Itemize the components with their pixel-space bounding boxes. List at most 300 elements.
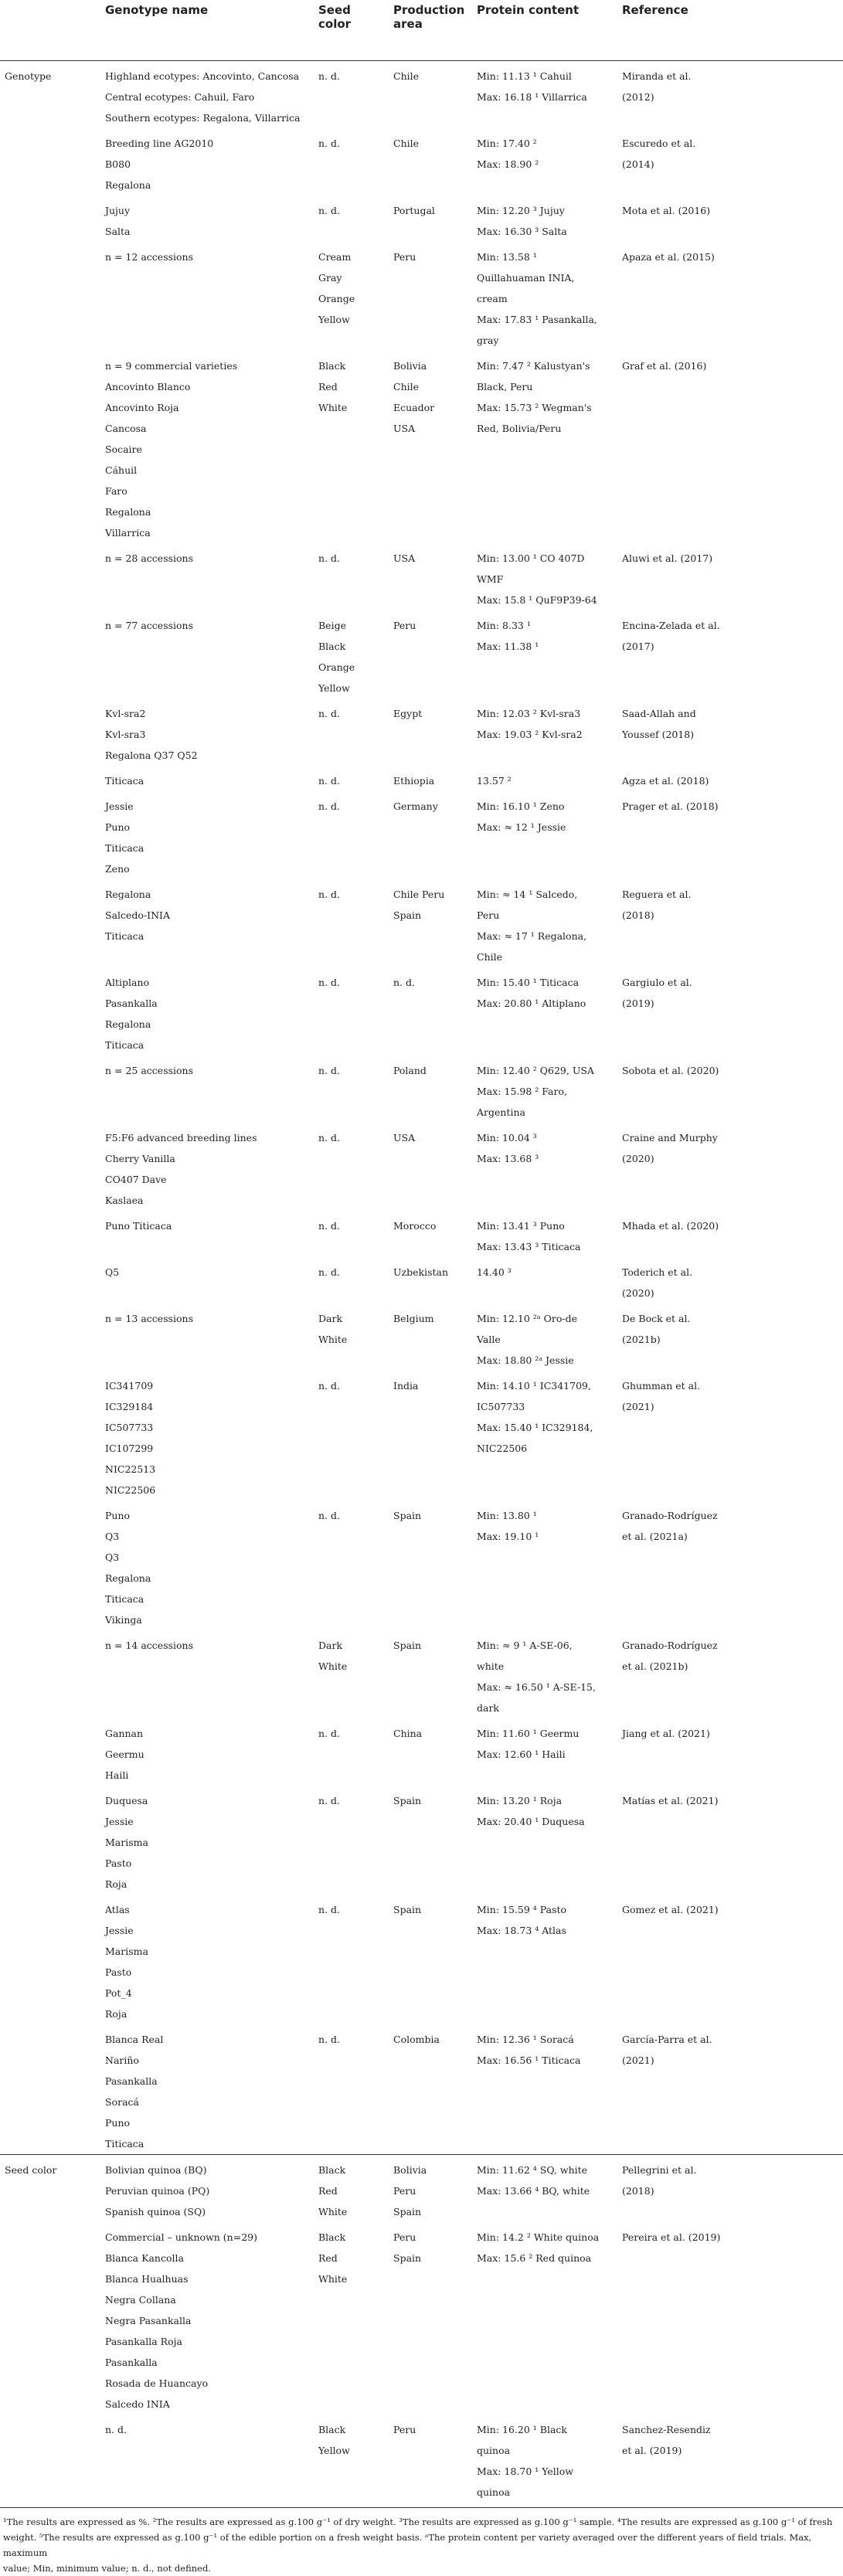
cell-line: Max: 15.6 ² Red quinoa [477,2252,592,2264]
genotype-name-cell [100,1718,314,1786]
table-row [0,1371,843,1500]
footnote-line: value; Min, minimum value; n. d., not defined. [3,2563,211,2574]
cell-line: Regalona [105,889,151,900]
reference-cell[interactable] [617,1123,843,1211]
table-row [0,1718,843,1786]
cell-line: Orange [318,293,355,304]
genotype-name-cell [100,1257,314,1303]
seed-color-cell [314,1500,389,1630]
cell-line: n. d. [318,138,340,149]
reference-link-text[interactable]: Aluwi et al. (2017) [622,552,713,564]
cell-line: Puno Titicaca [105,1220,172,1232]
section-label-cell [0,1123,100,1211]
cell-line: Pasankalla Roja [105,2336,182,2347]
cell-line: Highland ecotypes: Ancovinto, Cancosa [105,70,300,82]
genotype-name-cell [100,1371,314,1500]
cell-line: Max: 15.8 ¹ QuF9P39-64 [477,594,597,606]
cell-line: n = 25 accessions [105,1065,194,1076]
reference-link-text[interactable]: Toderich et al. [622,1266,693,1278]
cell-line: Max: 18.80 ²ᵃ Jessie [477,1354,574,1366]
section-label-cell [0,1895,100,2024]
cell-line: Regalona [105,1572,151,1584]
section-label-cell [0,1257,100,1303]
production-area-cell [389,2024,472,2155]
table-row [0,1786,843,1895]
reference-link-text[interactable]: Sanchez-Resendiz [622,2424,711,2435]
seed-color-cell [314,2024,389,2155]
cell-line: Spanish quinoa (SQ) [105,2206,206,2217]
cell-line: Spain [393,909,422,921]
cell-line: n. d. [318,1904,340,1915]
cell-line: Egypt [393,708,423,719]
cell-line: Poland [393,1065,427,1076]
cell-line: Ecuador [393,402,435,413]
genotype-name-cell [100,766,314,791]
reference-cell[interactable] [617,1257,843,1303]
genotype-name-cell [100,2155,314,2223]
cell-line: Villarrica [105,527,151,539]
header-protein-content: Protein content [472,0,617,61]
table-row [0,1630,843,1718]
reference-cell[interactable] [617,610,843,698]
cell-line: Negra Pasankalla [105,2315,192,2326]
seed-color-cell [314,1718,389,1786]
reference-cell[interactable] [617,1211,843,1257]
reference-cell[interactable] [617,1718,843,1786]
cell-line: Haili [105,1769,129,1781]
reference-link-text[interactable]: Mhada et al. (2020) [622,1220,719,1232]
production-area-cell [389,879,472,967]
section-label-cell [0,1211,100,1257]
reference-link-text[interactable]: (2021) [622,1401,654,1412]
cell-line: Min: 13.80 ¹ [477,1510,537,1521]
cell-line: Colombia [393,2034,440,2045]
reference-link-text[interactable]: García-Parra et al. [622,2034,712,2045]
cell-line: Q3 [105,1551,120,1563]
protein-content-cell [472,1211,617,1257]
cell-line: Marisma [105,1837,148,1848]
reference-link-text[interactable]: Pellegrini et al. [622,2164,697,2176]
reference-link-text[interactable]: Ghumman et al. [622,1380,701,1392]
table-row [0,1303,843,1371]
reference-link-text[interactable]: (2019) [622,997,654,1009]
reference-link-text[interactable]: Encina-Zelada et al. [622,620,720,631]
cell-line: Chile [393,138,420,149]
reference-cell[interactable] [617,2222,843,2415]
cell-line: Max: 15.98 ² Faro, [477,1086,567,1097]
cell-line: Spain [393,2252,422,2264]
cell-line: Black [318,2424,346,2435]
cell-line: n = 13 accessions [105,1313,194,1324]
cell-line: Max: 13.66 ⁴ BQ, white [477,2185,590,2197]
cell-line: n. d. [318,70,340,82]
cell-line: Pot_4 [105,1987,132,1999]
cell-line: Min: 12.40 ² Q629, USA [477,1065,594,1076]
protein-content-cell [472,791,617,879]
cell-line: Chile [393,70,420,82]
reference-link-text[interactable]: Gomez et al. (2021) [622,1904,719,1915]
cell-line: Dark [318,1313,343,1324]
cell-line: n. d. [318,977,340,988]
reference-cell[interactable] [617,879,843,967]
protein-content-cell [472,1371,617,1500]
cell-line: Kaslaea [105,1195,144,1206]
protein-content-cell [472,1895,617,2024]
cell-line: Max: 16.18 ¹ Villarrica [477,91,587,103]
section-label-cell [0,351,100,543]
reference-link-text[interactable]: et al. (2019) [622,2445,682,2456]
cell-line: Germany [393,800,438,812]
table-row [0,1055,843,1123]
production-area-cell [389,2222,472,2415]
production-area-cell [389,1895,472,2024]
cell-line: Max: 11.38 ¹ [477,641,539,652]
cell-line: Salcedo-INIA [105,909,171,921]
protein-content-cell [472,61,617,129]
section-label-cell [0,543,100,610]
reference-cell[interactable] [617,1630,843,1718]
genotype-name-cell [100,242,314,351]
table-row [0,1500,843,1630]
cell-line: Kvl-sra3 [105,729,146,740]
cell-line: n. d. [105,2424,127,2435]
table-row [0,242,843,351]
cell-line: Yellow [318,2445,350,2456]
cell-line: Titicaca [105,1039,144,1051]
reference-link-text[interactable]: (2020) [622,1153,654,1164]
cell-line: dark [477,1702,500,1714]
table-row [0,1123,843,1211]
reference-link-text[interactable]: (2012) [622,91,654,103]
reference-link-text[interactable]: Gargiulo et al. [622,977,692,988]
cell-line: Min: 14.10 ¹ IC341709, [477,1380,591,1392]
cell-line: Vikinga [105,1614,142,1626]
cell-line: Puno [105,821,131,833]
protein-content-cell [472,2415,617,2508]
reference-link-text[interactable]: (2014) [622,158,654,170]
reference-link-text[interactable]: (2021) [622,2054,654,2066]
seed-color-cell [314,1303,389,1371]
production-area-cell [389,1500,472,1630]
section-label-cell [0,195,100,242]
production-area-cell [389,61,472,129]
seed-color-cell [314,351,389,543]
cell-line: Regalona Q37 Q52 [105,749,198,761]
protein-content-cell [472,1630,617,1718]
cell-line: n = 14 accessions [105,1640,194,1651]
genotype-name-cell [100,610,314,698]
cell-line: Cancosa [105,423,147,434]
protein-content-cell [472,1055,617,1123]
reference-link-text[interactable]: Pereira et al. (2019) [622,2231,721,2243]
cell-line: WMF [477,573,504,585]
cell-line: Min: 7.47 ² Kalustyan's [477,360,590,372]
cell-line: White [318,2206,348,2217]
seed-color-cell [314,2415,389,2508]
cell-line: IC107299 [105,1443,154,1454]
protein-content-cell [472,1786,617,1895]
cell-line: Duquesa [105,1795,148,1806]
section-label-cell [0,1630,100,1718]
section-label-cell [0,2024,100,2155]
cell-line: n. d. [318,800,340,812]
protein-content-cell [472,967,617,1055]
genotype-name-cell [100,698,314,766]
cell-line: Max: 18.70 ¹ Yellow [477,2466,574,2477]
seed-color-cell [314,1895,389,2024]
reference-cell[interactable] [617,543,843,610]
cell-line: Bolivia [393,2164,427,2176]
cell-line: Pasto [105,1857,132,1869]
cell-line: Bolivia [393,360,427,372]
table-row [0,2155,843,2223]
cell-line: Altiplano [105,977,150,988]
cell-line: Max: ≈ 16.50 ¹ A-SE-15, [477,1681,596,1693]
table-row [0,61,843,129]
reference-link-text[interactable]: Sobota et al. (2020) [622,1065,719,1076]
reference-link-text[interactable]: et al. (2021a) [622,1531,688,1542]
table-row [0,2024,843,2155]
reference-link-text[interactable]: Matías et al. (2021) [622,1795,719,1806]
cell-line: USA [393,423,416,434]
reference-cell[interactable] [617,766,843,791]
cell-line: Spain [393,1904,422,1915]
cell-line: Min: 12.20 ³ Jujuy [477,205,565,216]
genotype-name-cell [100,1500,314,1630]
table-row [0,879,843,967]
reference-cell[interactable] [617,351,843,543]
seed-color-cell [314,543,389,610]
reference-link-text[interactable]: Agza et al. (2018) [622,775,709,787]
cell-line: Max: 19.03 ² Kvl-sra2 [477,729,583,740]
cell-line: n = 77 accessions [105,620,194,631]
reference-cell[interactable] [617,1895,843,2024]
cell-line: F5:F6 advanced breeding lines [105,1132,257,1144]
cell-line: n = 9 commercial varieties [105,360,238,372]
table-row [0,128,843,195]
cell-line: Yellow [318,314,350,325]
reference-cell[interactable] [617,2155,843,2223]
protein-content-cell [472,698,617,766]
seed-color-cell [314,1257,389,1303]
cell-line: Roja [105,2008,127,2020]
reference-cell[interactable] [617,791,843,879]
reference-cell[interactable] [617,1303,843,1371]
genotype-name-cell [100,2415,314,2508]
reference-cell[interactable] [617,1371,843,1500]
cell-line: Titicaca [105,1593,144,1605]
genotype-name-cell [100,1786,314,1895]
genotype-name-cell [100,2024,314,2155]
cell-line: White [318,2273,348,2285]
reference-link-text[interactable]: Jiang et al. (2021) [622,1728,710,1739]
cell-line: Dark [318,1640,343,1651]
cell-line: Black [318,360,346,372]
section-label-cell [0,1500,100,1630]
cell-line: Max: 15.40 ¹ IC329184, [477,1422,593,1433]
reference-link-text[interactable]: Mota et al. (2016) [622,205,711,216]
cell-line: Breeding line AG2010 [105,138,214,149]
cell-line: Max: ≈ 12 ¹ Jessie [477,821,566,833]
cell-line: n. d. [318,1510,340,1521]
table-row [0,351,843,543]
protein-content-cell [472,195,617,242]
reference-link-text[interactable]: (2017) [622,641,654,652]
protein-content-cell [472,610,617,698]
reference-link-text[interactable]: Craine and Murphy [622,1132,718,1144]
section-label-cell [0,610,100,698]
reference-link-text[interactable]: Apaza et al. (2015) [622,251,715,263]
protein-content-cell [472,2155,617,2223]
cell-line: Negra Collana [105,2294,176,2306]
reference-link-text[interactable]: (2018) [622,909,654,921]
cell-line: Max: 16.56 ¹ Titicaca [477,2054,581,2066]
cell-line: White [318,402,348,413]
table-row [0,610,843,698]
reference-cell[interactable] [617,195,843,242]
cell-line: Red, Bolivia/Peru [477,423,562,434]
cell-line: Blanca Real [105,2034,164,2045]
table-row [0,791,843,879]
seed-color-cell [314,1786,389,1895]
cell-line: Portugal [393,205,435,216]
cell-line: n. d. [318,205,340,216]
reference-link-text[interactable]: Graf et al. (2016) [622,360,707,372]
section-label-cell: Seed color [0,2155,100,2223]
cell-line: Min: ≈ 14 ¹ Salcedo, [477,889,578,900]
table-row [0,2222,843,2415]
section-label-cell [0,791,100,879]
reference-cell[interactable] [617,61,843,129]
cell-line: n = 28 accessions [105,552,194,564]
genotype-name-cell [100,967,314,1055]
cell-line: Min: 13.58 ¹ [477,251,537,263]
genotype-name-cell [100,61,314,129]
reference-cell[interactable] [617,2415,843,2508]
reference-link-text[interactable]: et al. (2021b) [622,1660,688,1672]
production-area-cell [389,698,472,766]
cell-line: Min: 12.36 ¹ Soracá [477,2034,574,2045]
table-body [0,61,843,2508]
cell-line: Salta [105,226,131,237]
genotype-name-cell [100,1895,314,2024]
reference-cell[interactable] [617,1500,843,1630]
section-label-cell [0,242,100,351]
section-label-cell [0,967,100,1055]
cell-line: Peru [393,620,416,631]
cell-line: Soracá [105,2096,139,2108]
section-label-cell [0,128,100,195]
cell-line: CO407 Dave [105,1174,167,1185]
cell-line: n = 12 accessions [105,251,194,263]
reference-link-text[interactable]: (2020) [622,1287,654,1299]
cell-line: Titicaca [105,930,144,942]
section-label-cell [0,1718,100,1786]
cell-line: Quillahuaman INIA, [477,272,575,284]
reference-link-text[interactable]: Reguera et al. [622,889,692,900]
section-label-cell [0,698,100,766]
section-label-cell: Genotype [5,70,52,82]
section-label-cell [0,1303,100,1371]
production-area-cell [389,1371,472,1500]
reference-cell[interactable] [617,1786,843,1895]
reference-link-text[interactable]: Prager et al. (2018) [622,800,719,812]
footnote-line: ¹The results are expressed as %. ²The results are expressed as g.100 g⁻¹ of dry weight. ³The results are expressed as g.100 g⁻¹ sample. ⁴The results are expressed as g.100 g⁻¹ of fresh [3,2517,833,2527]
cell-line: India [393,1380,419,1392]
cell-line: Min: 13.00 ¹ CO 407D [477,552,585,564]
seed-color-cell [314,1123,389,1211]
cell-line: Spain [393,1510,422,1521]
reference-cell[interactable] [617,128,843,195]
reference-link-text[interactable]: Miranda et al. [622,70,692,82]
cell-line: Salcedo INIA [105,2398,170,2410]
protein-content-cell [472,2222,617,2415]
cell-line: Max: 20.40 ¹ Duquesa [477,1816,585,1827]
reference-link-text[interactable]: Saad-Allah and [622,708,696,719]
reference-cell[interactable] [617,698,843,766]
cell-line: Morocco [393,1220,437,1232]
reference-link-text[interactable]: De Bock et al. [622,1313,691,1324]
cell-line: Max: 16.30 ³ Salta [477,226,567,237]
cell-line: Commercial – unknown (n=29) [105,2231,257,2243]
genotype-name-cell [100,2222,314,2415]
cell-line: n. d. [318,708,340,719]
genotype-name-cell [100,1055,314,1123]
production-area-cell [389,195,472,242]
production-area-cell [389,1055,472,1123]
cell-line: Spain [393,1795,422,1806]
cell-line: Regalona [105,506,151,518]
protein-content-cell [472,242,617,351]
cell-line: Black, Peru [477,381,533,393]
reference-cell[interactable] [617,2024,843,2155]
production-area-cell [389,1303,472,1371]
cell-line: Jessie [105,1925,134,1936]
production-area-cell [389,1123,472,1211]
cell-line: n. d. [318,1728,340,1739]
cell-line: n. d. [318,2034,340,2045]
cell-line: n. d. [318,552,340,564]
section-label-cell [0,766,100,791]
cell-line: Geermu [105,1748,144,1760]
production-area-cell [389,543,472,610]
reference-cell[interactable] [617,1055,843,1123]
cell-line: Regalona [105,179,151,191]
cell-line: Min: 11.62 ⁴ SQ, white [477,2164,588,2176]
reference-link-text[interactable]: (2021b) [622,1334,661,1345]
seed-color-cell [314,2222,389,2415]
cell-line: Min: 11.13 ¹ Cahuil [477,70,572,82]
reference-link-text[interactable]: Granado-Rodríguez [622,1640,718,1651]
cell-line: n. d. [318,1220,340,1232]
reference-link-text[interactable]: Escuredo et al. [622,138,696,149]
reference-link-text[interactable]: (2018) [622,2185,654,2197]
cell-line: cream [477,293,508,304]
reference-link-text[interactable]: Youssef (2018) [622,729,695,740]
cell-line: Black [318,2231,346,2243]
cell-line: NIC22506 [477,1443,528,1454]
production-area-cell [389,1718,472,1786]
reference-link-text[interactable]: Granado-Rodríguez [622,1510,718,1521]
reference-cell[interactable] [617,967,843,1055]
reference-cell[interactable] [617,242,843,351]
protein-content-cell [472,1500,617,1630]
cell-line: Kvl-sra2 [105,708,146,719]
table-header-row [0,0,843,61]
table-footnotes [0,2508,843,2576]
cell-line: White [318,1334,348,1345]
cell-line: Min: 12.10 ²ᵃ Oro-de [477,1313,577,1324]
